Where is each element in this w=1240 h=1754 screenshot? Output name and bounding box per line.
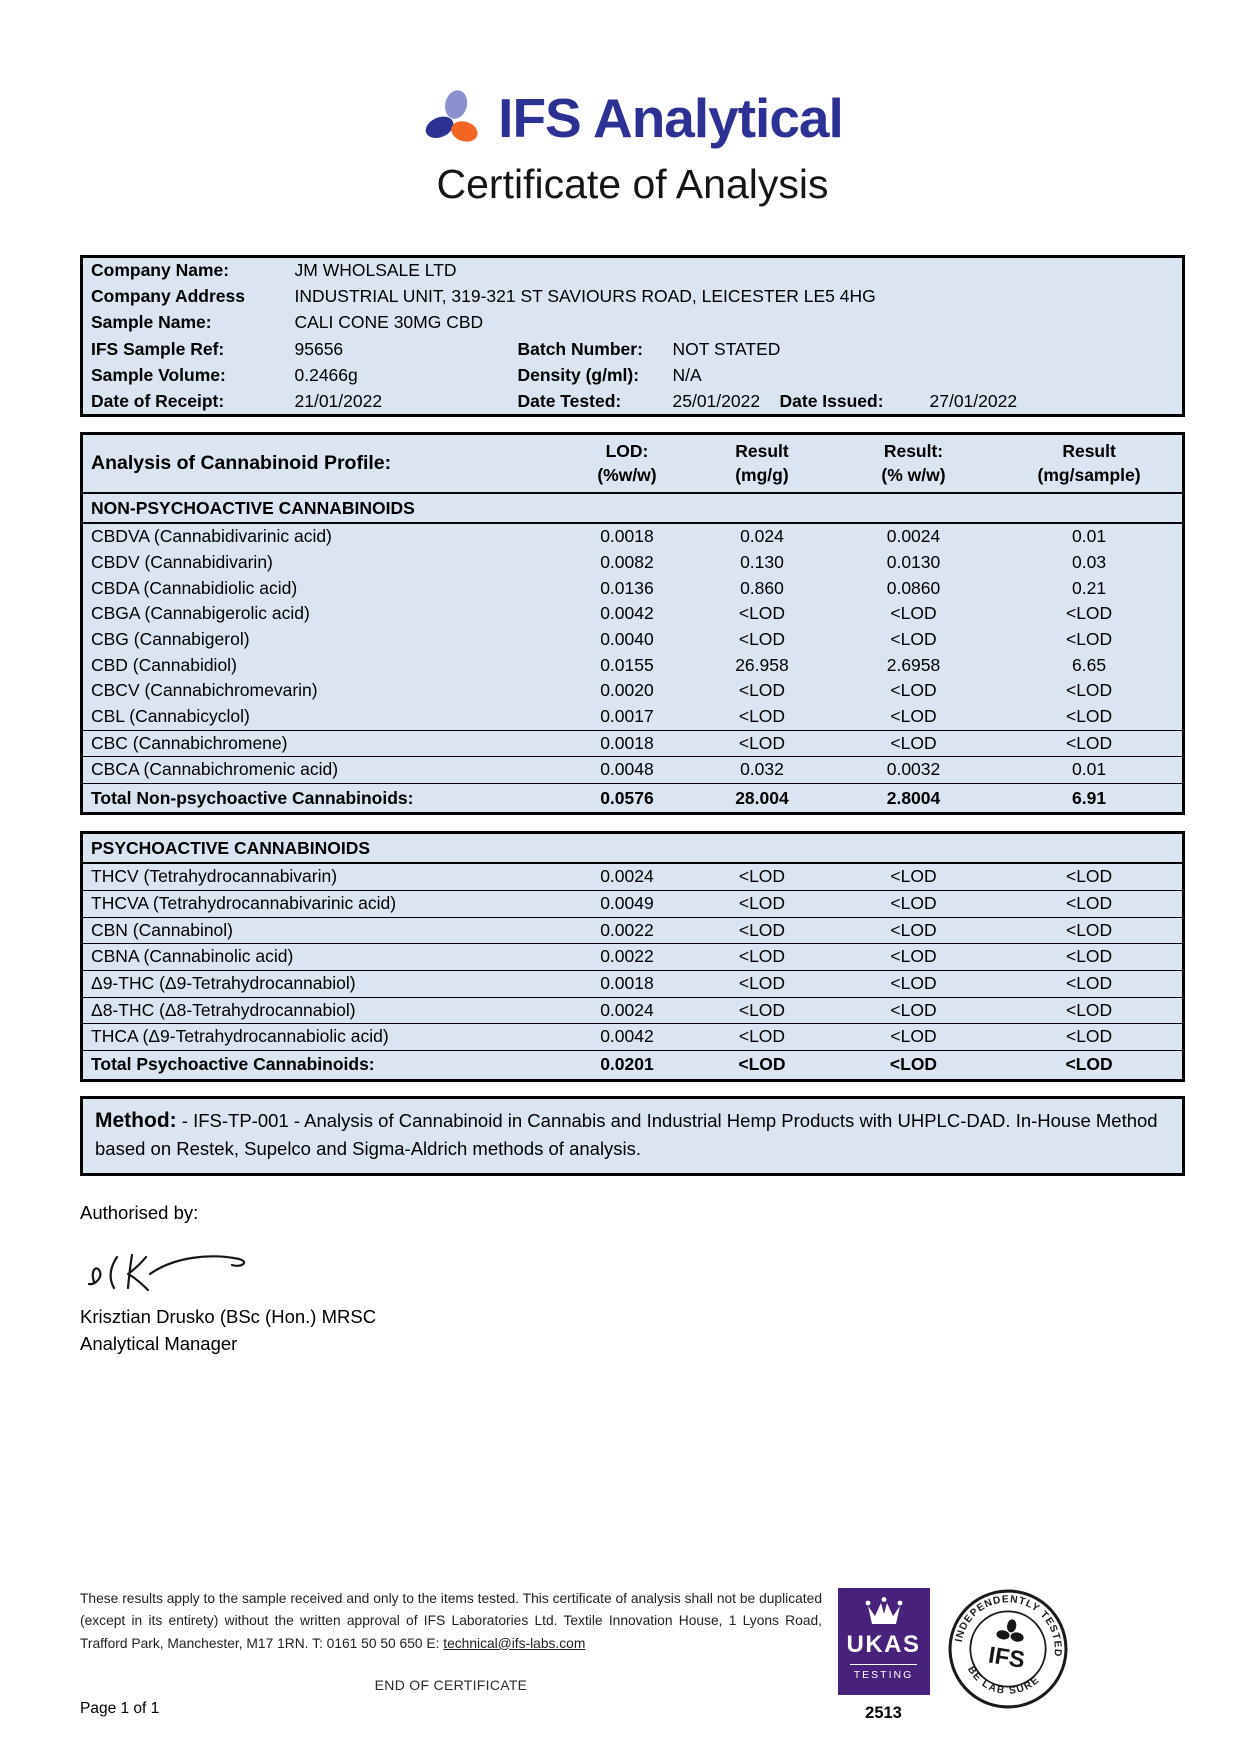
end-of-certificate-label: END OF CERTIFICATE [374,1677,528,1694]
analyte-result-mg-sample: <LOD [1065,629,1113,649]
footer [80,1588,1185,1723]
analyte-result-pct-ww: <LOD [890,706,937,727]
psychoactive-section-header: PSYCHOACTIVE CANNABINOIDS [82,833,1184,864]
analyte-result-pct-ww: <LOD [831,1024,996,1051]
analyte-result-pct-ww: <LOD [831,890,996,917]
analyte-name: CBG (Cannabigerol) [91,629,250,649]
date-tested-label: Date Tested: [517,391,622,411]
analyte-result-mg-g: <LOD [693,890,831,917]
column-header-lod: LOD: (%w/w) [561,434,693,494]
disclaimer-text: These results apply to the sample received and only to the items tested. This certificate of analysis shall not be duplicated (except in its entirety) without the written approval of IFS Laboratories Ltd. Textile Innovation House, 1 Lyons Road, Trafford Park, Manchester, M17 1RN. T: 0161 50 50 650 E: technical@ifs-labs.com [80,1591,822,1651]
ukas-logo [838,1588,930,1695]
analyte-row [82,704,1184,730]
analyte-result-mg-g: 0.860 [740,577,784,598]
company-name-value: JM WHOLSALE LTD [294,260,457,280]
date-tested-value: 25/01/2022 [672,391,761,411]
analyte-row [82,757,1184,784]
analyte-result-mg-sample: <LOD [1065,603,1113,624]
analyte-result-mg-sample: <LOD [996,730,1183,757]
method-label: Method: [95,1108,177,1132]
analyte-result-pct-ww: 0.0024 [886,526,941,547]
ifs-sample-ref-label: IFS Sample Ref: [91,338,225,359]
column-header-mg-sample: Result (mg/sample) [996,434,1183,494]
analyte-result-mg-g: 26.958 [735,654,789,675]
date-of-receipt-value: 21/01/2022 [294,391,383,411]
analyte-lod: 0.0018 [561,970,693,997]
analysis-title: Analysis of Cannabinoid Profile: [82,434,561,494]
technical-email-link[interactable]: technical@ifs-labs.com [443,1635,586,1651]
authoriser-role: Analytical Manager [80,1333,238,1355]
batch-number-label: Batch Number: [517,338,643,359]
analyte-result-pct-ww: <LOD [890,603,937,624]
date-of-receipt-label: Date of Receipt: [91,391,225,411]
analyte-result-pct-ww: 0.0130 [886,551,941,572]
analyte-result-mg-g: <LOD [693,997,831,1024]
stamp-top-text: INDEPENDENTLY TESTED [953,1594,1063,1658]
analyte-result-mg-sample: 6.65 [1072,654,1107,675]
analyte-lod: 0.0017 [600,706,654,727]
page-number: Page 1 of 1 [80,1700,160,1718]
total-mg-g: <LOD [693,1050,831,1080]
total-pct-ww: 2.8004 [831,784,996,814]
brand-name: IFS Analytical [498,87,843,149]
analyte-result-mg-g: <LOD [738,603,786,624]
company-address-value: INDUSTRIAL UNIT, 319-321 ST SAVIOURS ROAD, LEICESTER LE5 4HG [294,285,876,306]
analyte-result-mg-sample: <LOD [996,1024,1183,1051]
analyte-result-pct-ww: <LOD [890,680,937,701]
analyte-row [82,970,1184,997]
analyte-result-mg-g: 0.024 [740,526,784,547]
analyte-lod: 0.0022 [561,944,693,971]
analyte-result-mg-g: <LOD [693,730,831,757]
analysis-header-row [82,434,1184,494]
analyte-name: CBC (Cannabichromene) [82,730,561,757]
authorisation-section [80,1202,1185,1360]
ifs-stamp [947,1588,1069,1715]
analyte-lod: 0.0018 [561,730,693,757]
info-row-dates [82,389,1184,416]
analyte-result-pct-ww: 2.6958 [886,654,941,675]
analyte-row [82,944,1184,971]
analyte-result-pct-ww: <LOD [831,970,996,997]
analyte-lod: 0.0155 [600,654,654,675]
non-psychoactive-table [80,432,1185,815]
sample-name-label: Sample Name: [91,312,212,333]
analyte-name: THCA (Δ9-Tetrahydrocannabiolic acid) [82,1024,561,1051]
analyte-result-mg-g: <LOD [693,970,831,997]
analyte-row [82,678,1184,704]
total-lod: 0.0576 [561,784,693,814]
signature-image [84,1244,269,1300]
analyte-name: CBCV (Cannabichromevarin) [91,680,318,701]
ifs-logo-icon [422,87,484,149]
analyte-lod: 0.0136 [600,577,654,598]
info-row-sample-volume [82,363,1184,390]
analyte-lod: 0.0042 [600,603,654,624]
analyte-row [82,550,1184,576]
analyte-name: THCV (Tetrahydrocannabivarin) [91,866,338,887]
company-address-label: Company Address [91,285,245,306]
analyte-row [82,1024,1184,1051]
analyte-lod: 0.0024 [600,866,654,887]
footer-text-block [80,1588,822,1718]
psychoactive-table [80,831,1185,1082]
analyte-result-pct-ww: <LOD [890,866,937,887]
analyte-result-mg-sample: 0.01 [1072,526,1107,547]
analyte-lod: 0.0024 [561,997,693,1024]
analyte-result-pct-ww: <LOD [890,629,937,649]
stamp-bottom-text: BE LAB SURE [965,1664,1043,1697]
info-row-sample-name [82,310,1184,337]
analyte-result-mg-sample: <LOD [996,890,1183,917]
sample-info-table [80,255,1185,417]
non-psychoactive-total-row [82,784,1184,814]
analyte-row [82,997,1184,1024]
analyte-name: Δ9-THC (Δ9-Tetrahydrocannabiol) [82,970,561,997]
analyte-result-mg-g: <LOD [693,917,831,944]
analyte-result-pct-ww: <LOD [831,917,996,944]
analyte-result-mg-sample: <LOD [996,944,1183,971]
batch-number-value: NOT STATED [672,338,781,359]
analyte-row [82,653,1184,679]
total-mg-sample: <LOD [996,1050,1183,1080]
ukas-label: UKAS [846,1631,921,1658]
analyte-row [82,730,1184,757]
analyte-result-mg-sample: 0.01 [996,757,1183,784]
analyte-name: CBDVA (Cannabidivarinic acid) [91,526,332,547]
analyte-name: CBCA (Cannabichromenic acid) [82,757,561,784]
density-value: N/A [672,365,702,386]
total-mg-g: 28.004 [693,784,831,814]
analyte-lod: 0.0020 [600,680,654,701]
density-label: Density (g/ml): [517,365,640,386]
column-header-pct-ww: Result: (% w/w) [831,434,996,494]
analyte-result-mg-g: <LOD [738,629,786,649]
total-lod: 0.0201 [561,1050,693,1080]
analyte-name: Δ8-THC (Δ8-Tetrahydrocannabiol) [82,997,561,1024]
analyte-name: CBL (Cannabicyclol) [91,706,250,727]
ukas-testing-label: TESTING [850,1664,916,1681]
analyte-lod: 0.0018 [600,526,654,547]
analyte-row [82,863,1184,890]
analyte-lod: 0.0049 [561,890,693,917]
total-pct-ww: <LOD [831,1050,996,1080]
analyte-result-pct-ww: 0.0032 [831,757,996,784]
ifs-logo [80,85,1185,151]
analyte-lod: 0.0022 [561,917,693,944]
analyte-result-mg-sample: 0.03 [1072,551,1107,572]
analyte-name: THCVA (Tetrahydrocannabivarinic acid) [82,890,561,917]
method-text: - IFS-TP-001 - Analysis of Cannabinoid in Cannabis and Industrial Hemp Products with UHPLC-DAD. In-House Method based on Restek, Supelco and Sigma-Aldrich methods of analysis. [95,1109,1158,1159]
analyte-name: CBN (Cannabinol) [82,917,561,944]
date-issued-value: 27/01/2022 [929,391,1018,411]
psychoactive-total-row [82,1050,1184,1080]
authoriser-name: Krisztian Drusko (BSc (Hon.) MRSC [80,1306,377,1328]
analyte-name: CBNA (Cannabinolic acid) [82,944,561,971]
date-issued-label: Date Issued: [779,391,884,411]
total-label: Total Psychoactive Cannabinoids: [82,1050,561,1080]
analyte-row [82,917,1184,944]
analyte-result-mg-g: 0.032 [693,757,831,784]
analyte-result-mg-g: <LOD [738,866,786,887]
non-psychoactive-section-header: NON-PSYCHOACTIVE CANNABINOIDS [82,493,1184,523]
sample-name-value: CALI CONE 30MG CBD [294,312,484,333]
analyte-result-mg-sample: <LOD [1065,866,1113,887]
analyte-result-mg-sample: <LOD [996,917,1183,944]
company-name-label: Company Name: [91,260,230,280]
analyte-name: CBD (Cannabidiol) [91,654,237,675]
sample-volume-value: 0.2466g [294,365,358,386]
analyte-result-mg-g: <LOD [693,944,831,971]
analyte-row [82,601,1184,627]
analyte-name: CBDV (Cannabidivarin) [91,551,273,572]
total-label: Total Non-psychoactive Cannabinoids: [82,784,561,814]
analyte-row [82,576,1184,602]
crown-icon [861,1595,907,1629]
authorised-by-label: Authorised by: [80,1202,199,1224]
ifs-stamp-seal-icon [938,1579,1078,1719]
analyte-result-pct-ww: <LOD [831,944,996,971]
analyte-result-mg-g: 0.130 [740,551,784,572]
analyte-result-mg-g: <LOD [693,1024,831,1051]
analyte-result-mg-sample: <LOD [1065,680,1113,701]
stamp-center-text: IFS [986,1641,1027,1673]
stamp-logo-dots [996,1617,1026,1642]
ukas-accreditation [836,1588,931,1723]
analyte-result-pct-ww: <LOD [831,730,996,757]
ifs-sample-ref-value: 95656 [294,338,344,359]
analyte-row [82,890,1184,917]
analyte-result-pct-ww: 0.0860 [886,577,941,598]
analyte-lod: 0.0040 [600,629,654,649]
analyte-result-mg-sample: <LOD [1065,706,1113,727]
info-row-company-name [82,257,1184,284]
analyte-result-mg-g: <LOD [738,706,786,727]
analyte-result-mg-g: <LOD [738,680,786,701]
analyte-lod: 0.0048 [561,757,693,784]
method-box [80,1096,1185,1176]
total-mg-sample: 6.91 [996,784,1183,814]
analyte-result-mg-sample: 0.21 [1072,577,1107,598]
analyte-row [82,627,1184,653]
analyte-name: CBGA (Cannabigerolic acid) [91,603,310,624]
info-row-sample-ref [82,336,1184,363]
analyte-lod: 0.0042 [561,1024,693,1051]
analyte-name: CBDA (Cannabidiolic acid) [91,577,298,598]
analyte-result-mg-sample: <LOD [996,970,1183,997]
ukas-number: 2513 [865,1704,902,1722]
analyte-result-mg-sample: <LOD [996,997,1183,1024]
analyte-result-pct-ww: <LOD [831,997,996,1024]
info-row-company-address [82,283,1184,310]
analyte-lod: 0.0082 [600,551,654,572]
sample-volume-label: Sample Volume: [91,365,226,386]
column-header-mg-g: Result (mg/g) [693,434,831,494]
analyte-row [82,523,1184,550]
page-title: Certificate of Analysis [436,161,829,207]
